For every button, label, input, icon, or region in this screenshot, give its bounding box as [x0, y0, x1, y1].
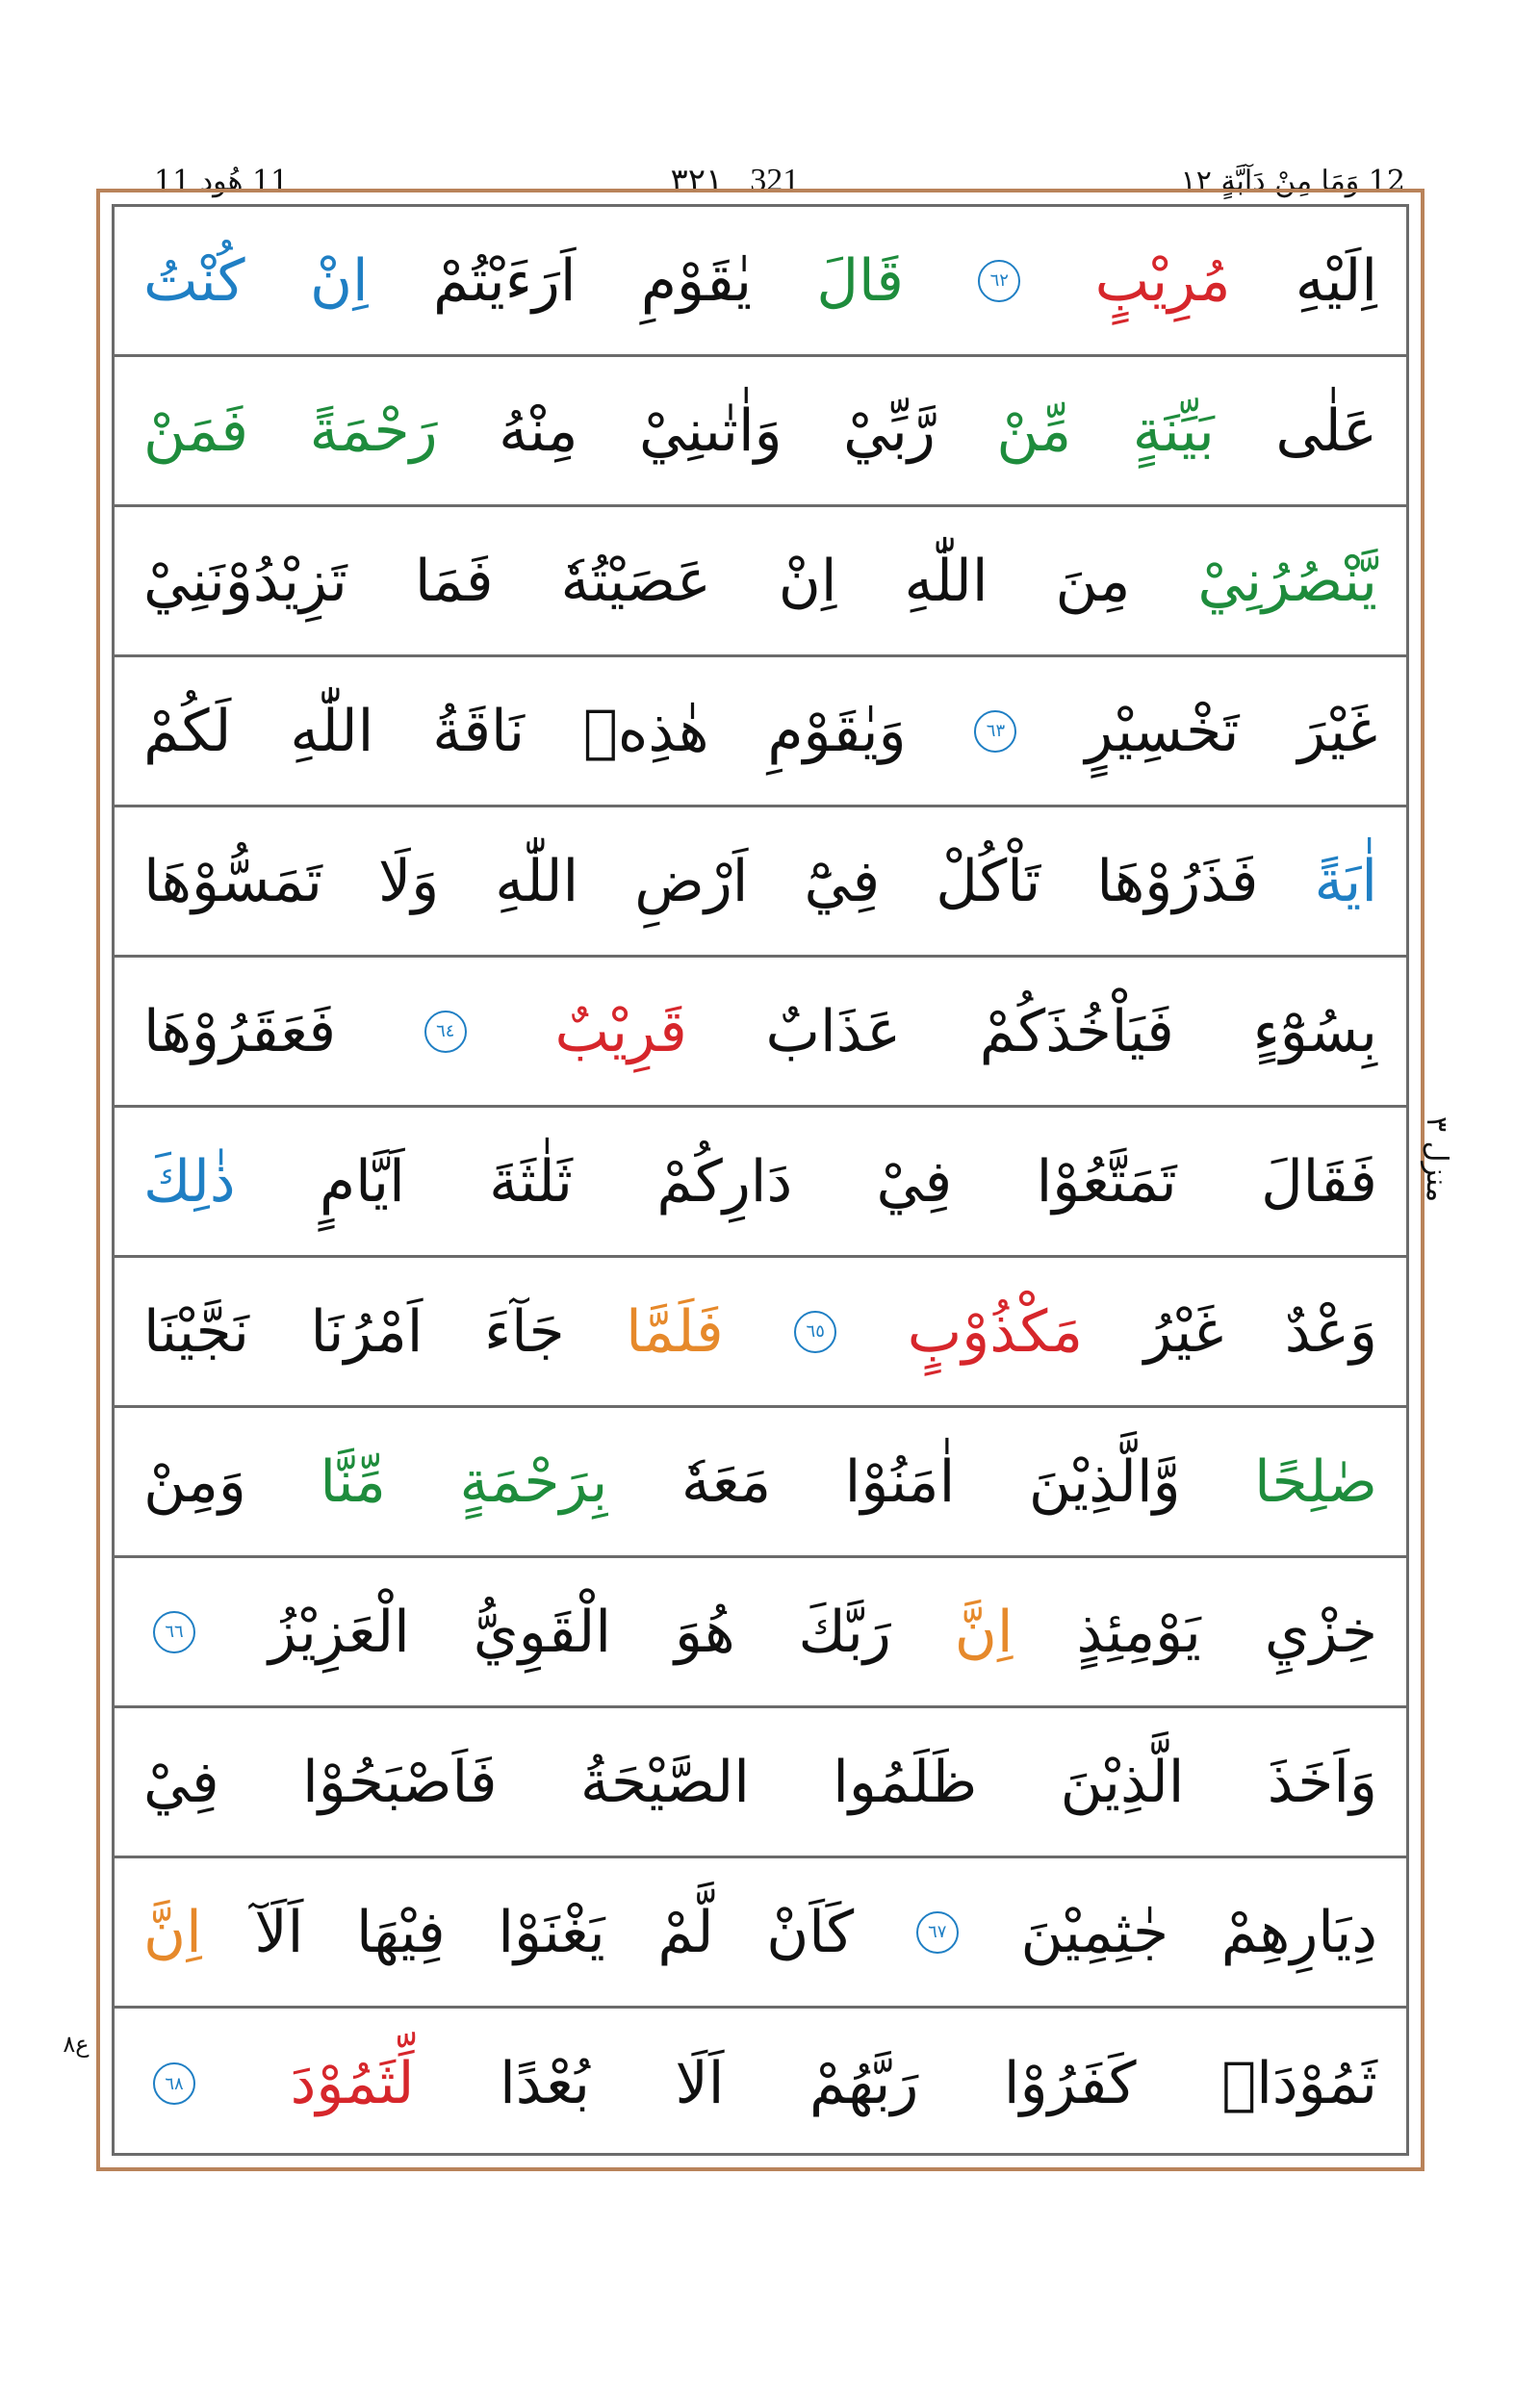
ayah-word: اَيَّامٍ: [319, 1147, 405, 1216]
ayah-word: مِنْهُ: [499, 397, 578, 465]
ayah-word: بِرَحْمَةٍ: [459, 1447, 608, 1516]
ayah-word: وَلَا: [377, 847, 440, 915]
ayah-word: وَيٰقَوْمِ: [767, 697, 907, 765]
manzil-marker: منزل ٣: [1420, 1116, 1453, 1203]
ayah-word: تَخْسِيْرٍ: [1085, 697, 1240, 765]
ayah-word: الْعَزِيْزُ: [268, 1598, 410, 1666]
ayah-word: فَيَاْخُذَكُمْ: [979, 997, 1174, 1065]
ayah-word: عَذَابٌ: [765, 997, 901, 1065]
ayah-word: فَمَا: [414, 547, 494, 615]
ayah-word: تَاْكُلْ: [936, 847, 1041, 915]
ayah-word: قَالَ: [816, 246, 904, 315]
ayah-word: يَّنْصُرُنِيْ: [1197, 547, 1377, 615]
ayah-word: اِلَيْهِ: [1295, 246, 1377, 315]
juz-label: 12 وَمَا مِنْ دَآبَّةٍ ١٢: [1180, 164, 1405, 198]
ayah-word: بِسُوْٓءٍ: [1252, 997, 1377, 1065]
ayah-line-12: [115, 1858, 1406, 2009]
ayah-word: لَكُمْ: [143, 697, 232, 765]
ayah-word: فَلَمَّا: [626, 1297, 724, 1366]
ayah-word: فَعَقَرُوْهَا: [143, 997, 337, 1065]
ayah-end-marker: ٦٣: [974, 710, 1016, 753]
text-frame: [112, 204, 1409, 2156]
ayah-word: فِيْ: [143, 1748, 219, 1816]
ayah-end-marker: ٦٢: [978, 260, 1020, 302]
ayah-word: وَّالَّذِيْنَ: [1028, 1447, 1181, 1516]
ayah-word: وَعْدٌ: [1284, 1297, 1377, 1366]
ayah-line-11: [115, 1708, 1406, 1858]
ayah-end-marker: ٦٦: [153, 1611, 195, 1653]
ayah-word: فَذَرُوْهَا: [1096, 847, 1259, 915]
ayah-word: كُنْتُ: [143, 246, 245, 315]
ayah-word: نَجَّيْنَا: [143, 1297, 249, 1366]
ayah-word: ذٰلِكَ: [143, 1147, 236, 1216]
ayah-line-4: [115, 657, 1406, 807]
ayah-word: اللّٰهِ: [495, 847, 579, 915]
ayah-word: بُعْدًا: [500, 2050, 590, 2117]
ayah-word: لَّمْ: [657, 1898, 714, 1966]
ayah-word: اللّٰهِ: [290, 697, 374, 765]
ayah-word: مَكْذُوْبٍ: [907, 1297, 1083, 1366]
ayah-word: اَرْضِ: [634, 847, 749, 915]
ayah-line-1: [115, 207, 1406, 357]
ayah-end-marker: ٦٤: [424, 1011, 467, 1053]
ayah-line-2: [115, 357, 1406, 507]
ayah-line-6: [115, 958, 1406, 1108]
ayah-word: فِيْ: [876, 1147, 953, 1216]
ayah-word: مَعَهٗ: [680, 1447, 772, 1516]
ayah-word: اَمْرُنَا: [310, 1297, 424, 1366]
ayah-word: فِيْهَا: [355, 1898, 446, 1966]
ayah-word: عَصَيْتُهٗ: [560, 547, 711, 615]
ayah-word: مِّنْ: [996, 397, 1072, 465]
ayah-word: الَّذِيْنَ: [1060, 1748, 1185, 1816]
ayah-word: جَآءَ: [483, 1297, 565, 1366]
ayah-word: دَارِكُمْ: [656, 1147, 793, 1216]
ayah-word: غَيْرَ: [1297, 697, 1377, 765]
ayah-word: مِّنَّا: [320, 1447, 386, 1516]
ayah-word: اَلَآ: [254, 1898, 304, 1966]
ayah-word: لِّثَمُوْدَ: [290, 2050, 415, 2117]
ayah-word: الصَّيْحَةُ: [579, 1748, 750, 1816]
ayah-word: اِنْ: [778, 547, 837, 615]
ayah-word: اِنَّ: [143, 1898, 202, 1966]
ayah-word: غَيْرُ: [1143, 1297, 1224, 1366]
ayah-end-marker: ٦٥: [794, 1311, 836, 1353]
ayah-word: ثَلٰثَةَ: [489, 1147, 573, 1216]
ayah-word: وَاَخَذَ: [1267, 1748, 1377, 1816]
ayah-word: تَزِيْدُوْنَنِيْ: [143, 547, 347, 615]
ayah-end-marker: ٦٧: [916, 1911, 959, 1954]
ayah-word: اَلَا: [675, 2050, 725, 2117]
ayah-word: عَلٰى: [1275, 397, 1377, 465]
ayah-word: صٰلِحًا: [1254, 1447, 1377, 1516]
ayah-word: تَمَتَّعُوْا: [1036, 1147, 1177, 1216]
ruku-marker: ع٨: [63, 2031, 90, 2058]
ayah-line-9: [115, 1408, 1406, 1558]
ayah-word: فَقَالَ: [1261, 1147, 1377, 1216]
ayah-end-marker: ٦٨: [153, 2062, 195, 2105]
ayah-word: جٰثِمِيْنَ: [1020, 1898, 1169, 1966]
ayah-word: قَرِيْبٌ: [554, 997, 687, 1065]
ayah-word: رَبَّكَ: [798, 1598, 891, 1666]
ayah-word: فِيْٓ: [804, 847, 881, 915]
ayah-line-10: [115, 1558, 1406, 1708]
ayah-word: ظَلَمُوا: [833, 1748, 978, 1816]
ayah-line-7: [115, 1108, 1406, 1258]
ayah-word: خِزْيِ: [1264, 1598, 1377, 1666]
ayah-line-3: [115, 507, 1406, 657]
ayah-word: هُوَ: [674, 1598, 735, 1666]
ayah-word: اللّٰهِ: [904, 547, 988, 615]
ayah-word: فَمَنْ: [143, 397, 249, 465]
ayah-word: رَبَّهُمْ: [809, 2050, 919, 2117]
page-number: 321: [750, 163, 800, 198]
ayah-word: كَفَرُوْا: [1003, 2050, 1137, 2117]
ayah-word: بَيِّنَةٍ: [1132, 397, 1215, 465]
ayah-word: مُرِيْبٍ: [1094, 246, 1231, 315]
ayah-word: ثَمُوْدَا۟: [1221, 2050, 1377, 2117]
ayah-word: اٰيَةً: [1314, 847, 1377, 915]
ayah-line-8: [115, 1258, 1406, 1408]
ayah-word: اِنْ: [309, 246, 369, 315]
ayah-word: وَاٰتٰىنِيْ: [639, 397, 783, 465]
ayah-word: يَوْمِئِذٍ: [1076, 1598, 1201, 1666]
ayah-line-13: [115, 2009, 1406, 2159]
ayah-word: كَاَنْ: [766, 1898, 855, 1966]
ayah-word: دِيَارِهِمْ: [1220, 1898, 1377, 1966]
ayah-word: فَاَصْبَحُوْا: [302, 1748, 498, 1816]
ayah-word: يَغْنَوْا: [498, 1898, 605, 1966]
ayah-word: هٰذِهٖ: [582, 697, 709, 765]
ayah-word: مِنَ: [1055, 547, 1131, 615]
ayah-word: اَرَءَيْتُمْ: [432, 246, 577, 315]
ayah-word: نَاقَةُ: [432, 697, 526, 765]
ayah-word: رَّبِّيْ: [843, 397, 936, 465]
ayah-word: الْقَوِيُّ: [473, 1598, 611, 1666]
ayah-word: تَمَسُّوْهَا: [143, 847, 322, 915]
ayah-word: اِنَّ: [954, 1598, 1014, 1666]
ayah-line-5: [115, 807, 1406, 958]
ayah-word: يٰقَوْمِ: [640, 246, 753, 315]
surah-label: 11 هُود 11: [154, 164, 290, 198]
page-number-arabic: ٣٢١: [670, 164, 724, 199]
ayah-word: وَمِنْ: [143, 1447, 246, 1516]
ayah-word: رَحْمَةً: [309, 397, 438, 465]
ayah-word: اٰمَنُوْا: [844, 1447, 956, 1516]
